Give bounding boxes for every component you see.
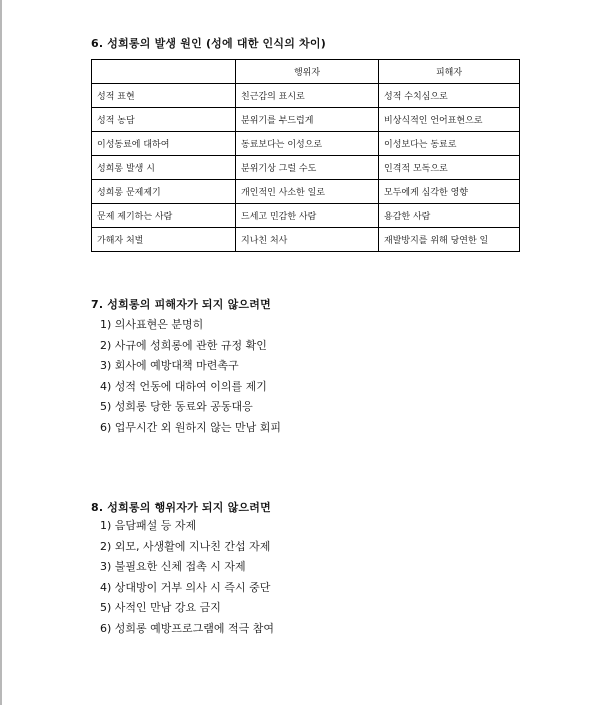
table-header-row <box>92 60 520 84</box>
row-category: 성희롱 문제제기 <box>92 180 236 204</box>
table-row <box>92 156 520 180</box>
victim-view: 이성보다는 동료로 <box>379 132 520 156</box>
victim-view: 비상식적인 언어표현으로 <box>379 108 520 132</box>
victim-prevention-list <box>100 315 281 438</box>
table-row <box>92 108 520 132</box>
offender-view: 친근감의 표시로 <box>236 84 379 108</box>
table-row <box>92 180 520 204</box>
list-item: 4) 성적 언동에 대하여 이의를 제기 <box>100 379 267 393</box>
header-cell-victim: 피해자 <box>379 60 520 84</box>
victim-view: 성적 수치심으로 <box>379 84 520 108</box>
row-category: 이성동료에 대하여 <box>92 132 236 156</box>
list-item: 4) 상대방이 거부 의사 시 즉시 중단 <box>100 580 271 594</box>
list-item: 3) 회사에 예방대책 마련촉구 <box>100 359 239 372</box>
offender-view: 드세고 민감한 사람 <box>236 204 379 228</box>
row-category: 성희롱 발생 시 <box>92 156 236 180</box>
list-item: 5) 사적인 만남 강요 금지 <box>100 601 221 614</box>
offender-view: 지나친 처사 <box>236 228 379 252</box>
list-item: 5) 성희롱 당한 동료와 공동대응 <box>100 400 253 413</box>
row-category: 성적 농담 <box>92 108 236 132</box>
victim-view: 용감한 사람 <box>379 204 520 228</box>
table-row <box>92 132 520 156</box>
list-item: 1) 의사표현은 분명히 <box>100 318 204 331</box>
header-cell-blank <box>92 60 236 84</box>
header-cell-offender: 행위자 <box>236 60 379 84</box>
list-item: 6) 성희롱 예방프로그램에 적극 참여 <box>100 621 275 635</box>
section-6-heading: 6. 성희롱의 발생 원인 (성에 대한 인식의 차이) <box>91 37 326 50</box>
page-left-edge <box>0 0 2 705</box>
table-row <box>92 204 520 228</box>
list-item: 2) 외모, 사생활에 지나친 간섭 자제 <box>100 539 271 553</box>
victim-view: 모두에게 심각한 영향 <box>379 180 520 204</box>
table-row <box>92 228 520 252</box>
row-category: 성적 표현 <box>92 84 236 108</box>
offender-view: 동료보다는 이성으로 <box>236 132 379 156</box>
row-category: 문제 제기하는 사람 <box>92 204 236 228</box>
offender-view: 분위기상 그럴 수도 <box>236 156 379 180</box>
list-item: 3) 불필요한 신체 접촉 시 자제 <box>100 560 246 573</box>
list-item: 1) 음담패설 등 자제 <box>100 519 197 532</box>
list-item: 6) 업무시간 외 원하지 않는 만남 회피 <box>100 420 282 434</box>
section-7-heading: 7. 성희롱의 피해자가 되지 않으려면 <box>91 298 271 311</box>
offender-prevention-list <box>100 516 274 639</box>
victim-view: 재발방지를 위해 당연한 일 <box>379 228 520 252</box>
offender-view: 개인적인 사소한 일로 <box>236 180 379 204</box>
offender-view: 분위기를 부드럽게 <box>236 108 379 132</box>
list-item: 2) 사규에 성희롱에 관한 규정 확인 <box>100 338 267 352</box>
victim-view: 인격적 모독으로 <box>379 156 520 180</box>
perception-difference-table <box>91 59 520 252</box>
section-8-heading: 8. 성희롱의 행위자가 되지 않으려면 <box>91 501 271 514</box>
table-row <box>92 84 520 108</box>
row-category: 가해자 처벌 <box>92 228 236 252</box>
